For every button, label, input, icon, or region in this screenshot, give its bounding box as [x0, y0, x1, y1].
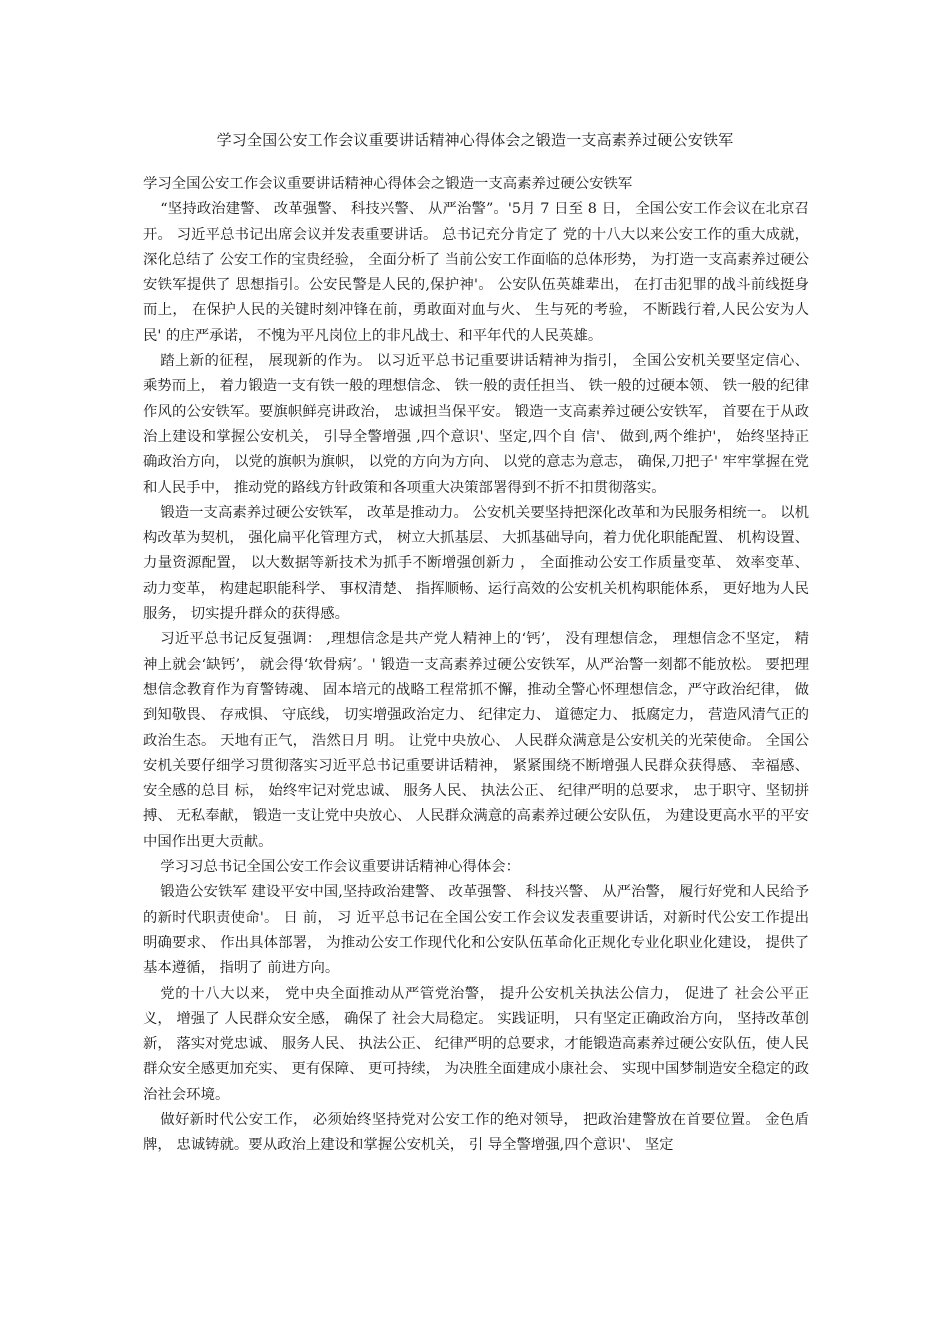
paragraph-heading: 学习习总书记全国公安工作会议重要讲话精神心得体会：: [160, 859, 521, 876]
paragraph-subtitle: 学习全国公安工作会议重要讲话精神心得体会之锻造一支高素养过硬公安铁军: [143, 176, 633, 192]
paragraph: 锻造公安铁军 建设平安中国,坚持政治建警、 改革强警、 科技兴警、 从严治警， 履行好党和人民给予的新时代职责使命'。 日 前， 习 近平总书记在全国公安工作会议发表重要讲话，对新时代公安工作提出明确要求、 作出具体部署， 为推动公安工作现代化和公安队伍革命化正规化专业化职业化建设， 提供了 基本遵循， 指明了 前进方向。: [143, 884, 809, 977]
paragraph: 踏上新的征程， 展现新的作为。 以习近平总书记重要讲话精神为指引， 全国公安机关要坚定信心、 乘势而上， 着力锻造一支有铁一般的理想信念、 铁一般的责任担当、 铁一般的过硬本领、 铁一般的纪律作风的公安铁军。要旗帜鲜亮讲政治， 忠诚担当保平安。 锻造一支高素养过硬公安铁军， 首要在于从政治上建设和掌握公安机关， 引导全警增强 ,四个意识'、坚定,四个自 信'、 做到,两个维护'， 始终坚持正确政治方向， 以党的旗帜为旗帜， 以党的方向为方向、 以党的意志为意志， 确保,刀把子' 牢牢掌握在党和人民手中， 推动党的路线方针政策和各项重大决策部署得到不折不扣贯彻落实。: [143, 353, 809, 496]
paragraph: 锻造一支高素养过硬公安铁军， 改革是推动力。 公安机关要坚持把深化改革和为民服务相统一。 以机构改革为契机， 强化扁平化管理方式， 树立大抓基层、 大抓基础导向，着力优化职能配置、 机构设置、 力量资源配置， 以大数据等新技术为抓手不断增强创新力 ， 全面推动公安工作质量变革、 效率变革、 动力变革， 构建起职能科学、 事权清楚、 指挥顺畅、运行高效的公安机关机构职能体系， 更好地为人民服务， 切实提升群众的获得感。: [143, 504, 809, 623]
paragraph: 做好新时代公安工作， 必须始终坚持党对公安工作的绝对领导， 把政治建警放在首要位置。 金色盾牌， 忠诚铸就。要从政治上建设和掌握公安机关， 引 导全警增强,四个意识'、 坚定: [143, 1111, 809, 1154]
document-body: [143, 172, 809, 1159]
paragraph: 党的十八大以来， 党中央全面推动从严管党治警， 提升公安机关执法公信力， 促进了 社会公平正义， 增强了 人民群众安全感， 确保了 社会大局稳定。 实践证明， 只有坚定正确政治方向， 坚持改革创新， 落实对党忠诚、 服务人民、 执法公正、 纪律严明的总要求，才能锻造高素养过硬公安队伍，使人民群众安全感更加充实、 更有保障、 更可持续， 为决胜全面建成小康社会、 实现中国梦制造安全稳定的政治社会环境。: [143, 985, 809, 1103]
paragraph: “坚持政治建警、 改革强警、 科技兴警、 从严治警”。'5月 7 日至 8 日， 全国公安工作会议在北京召开。 习近平总书记出席会议并发表重要讲话。 总书记充分肯定了 党的十八大以来公安工作的重大成就， 深化总结了 公安工作的宝贵经验， 全面分析了 当前公安工作面临的总体形势， 为打造一支高素养过硬公安铁军提供了 思想指引。公安民警是人民的,保护神'。 公安队伍英雄辈出， 在打击犯罪的战斗前线挺身而上， 在保护人民的关键时刻冲锋在前，勇敢面对血与火、 生与死的考验， 不断践行着,人民公安为人民' 的庄严承诺， 不愧为平凡岗位上的非凡战士、和平年代的人民英雄。: [143, 201, 809, 344]
paragraph: 习近平总书记反复强调： ,理想信念是共产党人精神上的‘钙’， 没有理想信念， 理想信念不坚定， 精神上就会‘缺钙’， 就会得‘软骨病’。' 锻造一支高素养过硬公安铁军，从严治警一刻都不能放松。 要把理想信念教育作为育警铸魂、 固本培元的战略工程常抓不懈，推动全警心怀理想信念，严守政治纪律， 做到知敬畏、 存戒惧、 守底线， 切实增强政治定力、 纪律定力、 道德定力、 抵腐定力， 营造风清气正的政治生态。 天地有正气， 浩然日月 明。 让党中央放心、 人民群众满意是公安机关的光荣使命。 全国公安机关要仔细学习贯彻落实习近平总书记重要讲话精神， 紧紧围绕不断增强人民群众获得感、 幸福感、 安全感的总目 标， 始终牢记对党忠诚、 服务人民、 执法公正、 纪律严明的总要求， 忠于职守、坚韧拼搏、 无私奉献， 锻造一支让党中央放心、 人民群众满意的高素养过硬公安队伍， 为建设更高水平的平安中国作出更大贡献。: [143, 631, 809, 850]
document-title: 学习全国公安工作会议重要讲话精神心得体会之锻造一支高素养过硬公安铁军: [216, 131, 734, 149]
